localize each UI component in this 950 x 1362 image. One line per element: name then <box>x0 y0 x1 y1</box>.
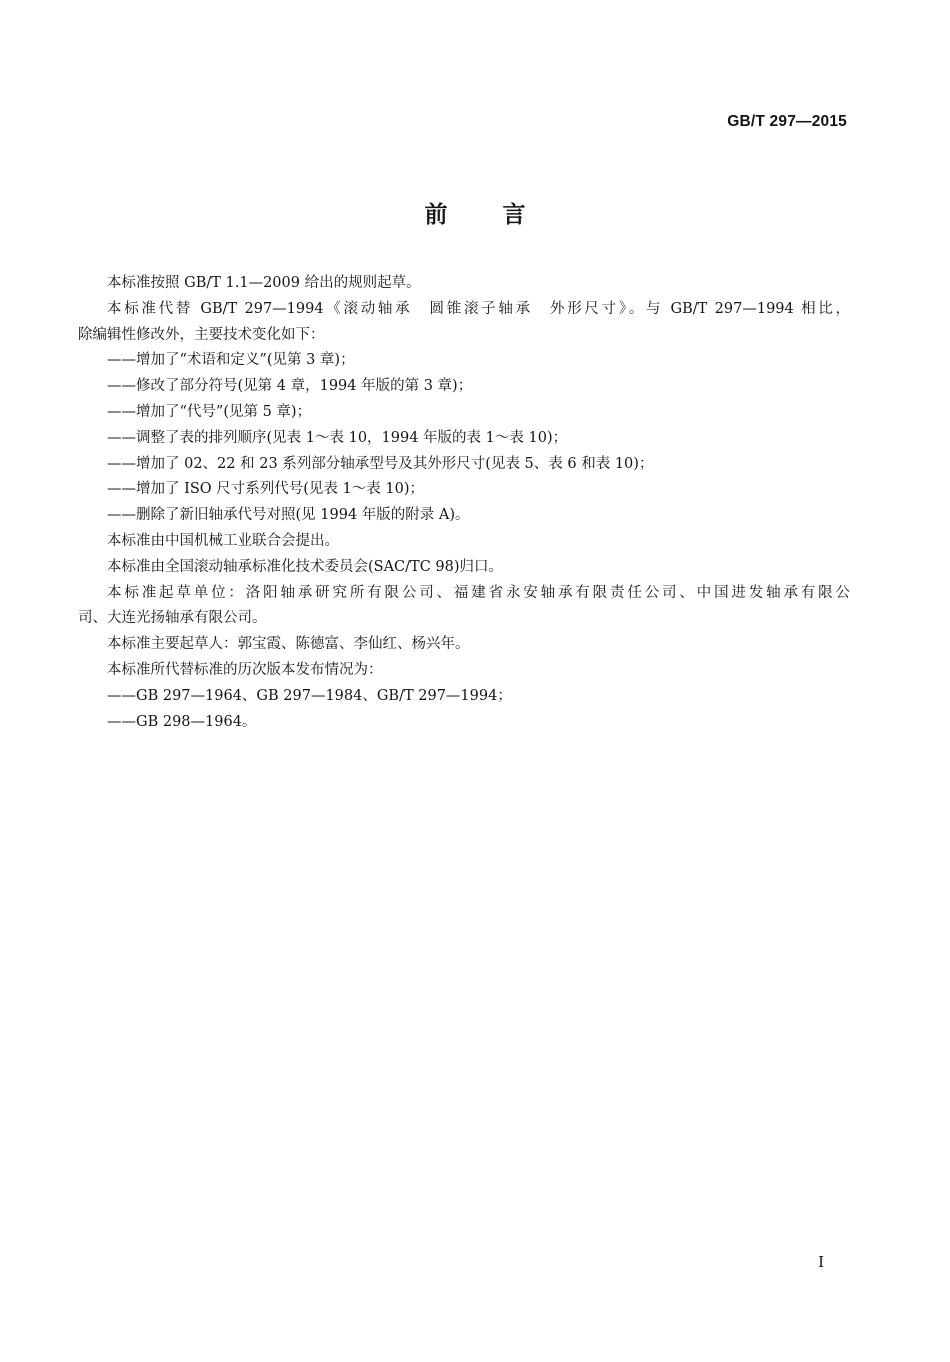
change-item: ——删除了新旧轴承代号对照(见 1994 年版的附录 A)。 <box>107 507 470 524</box>
history-item: ——GB 298—1964。 <box>107 713 257 730</box>
paragraph-replaces-line1: 本标准代替 GB/T 297—1994《滚动轴承 圆锥滚子轴承 外形尺寸》。与 GB/T 297—1994 相比， <box>107 300 850 317</box>
change-item: ——增加了“代号”(见第 5 章)； <box>107 403 312 420</box>
paragraph-replaces-line2: 除编辑性修改外，主要技术变化如下： <box>78 326 325 343</box>
paragraph-drafting-units-line2: 司、大连光扬轴承有限公司。 <box>78 610 267 627</box>
foreword-body <box>78 271 850 735</box>
change-item: ——增加了 ISO 尺寸系列代号(见表 1～表 10)； <box>107 481 424 498</box>
paragraph-administered-by: 本标准由全国滚动轴承标准化技术委员会(SAC/TC 98)归口。 <box>107 558 504 575</box>
page-number: I <box>818 1253 824 1271</box>
page-title: 前言 <box>424 202 581 228</box>
standard-code: GB/T 297—2015 <box>727 113 847 130</box>
paragraph-proposed-by: 本标准由中国机械工业联合会提出。 <box>107 532 339 549</box>
paragraph-history-intro: 本标准所代替标准的历次版本发布情况为： <box>107 661 383 678</box>
change-item: ——修改了部分符号(见第 4 章，1994 年版的第 3 章)； <box>107 378 473 395</box>
change-item: ——调整了表的排列顺序(见表 1～表 10，1994 年版的表 1～表 10)； <box>107 429 568 446</box>
paragraph-drafters: 本标准主要起草人：郭宝霞、陈德富、李仙红、杨兴年。 <box>107 636 470 653</box>
change-item: ——增加了“术语和定义”(见第 3 章)； <box>107 352 355 369</box>
change-item: ——增加了 02、22 和 23 系列部分轴承型号及其外形尺寸(见表 5、表 6 和表 10)； <box>107 455 654 472</box>
history-item: ——GB 297—1964、GB 297—1984、GB/T 297—1994； <box>107 687 512 704</box>
paragraph-drafting-rules: 本标准按照 GB/T 1.1—2009 给出的规则起草。 <box>107 275 421 291</box>
paragraph-drafting-units-line1: 本标准起草单位：洛阳轴承研究所有限公司、福建省永安轴承有限责任公司、中国进发轴承有限公 <box>107 584 850 601</box>
